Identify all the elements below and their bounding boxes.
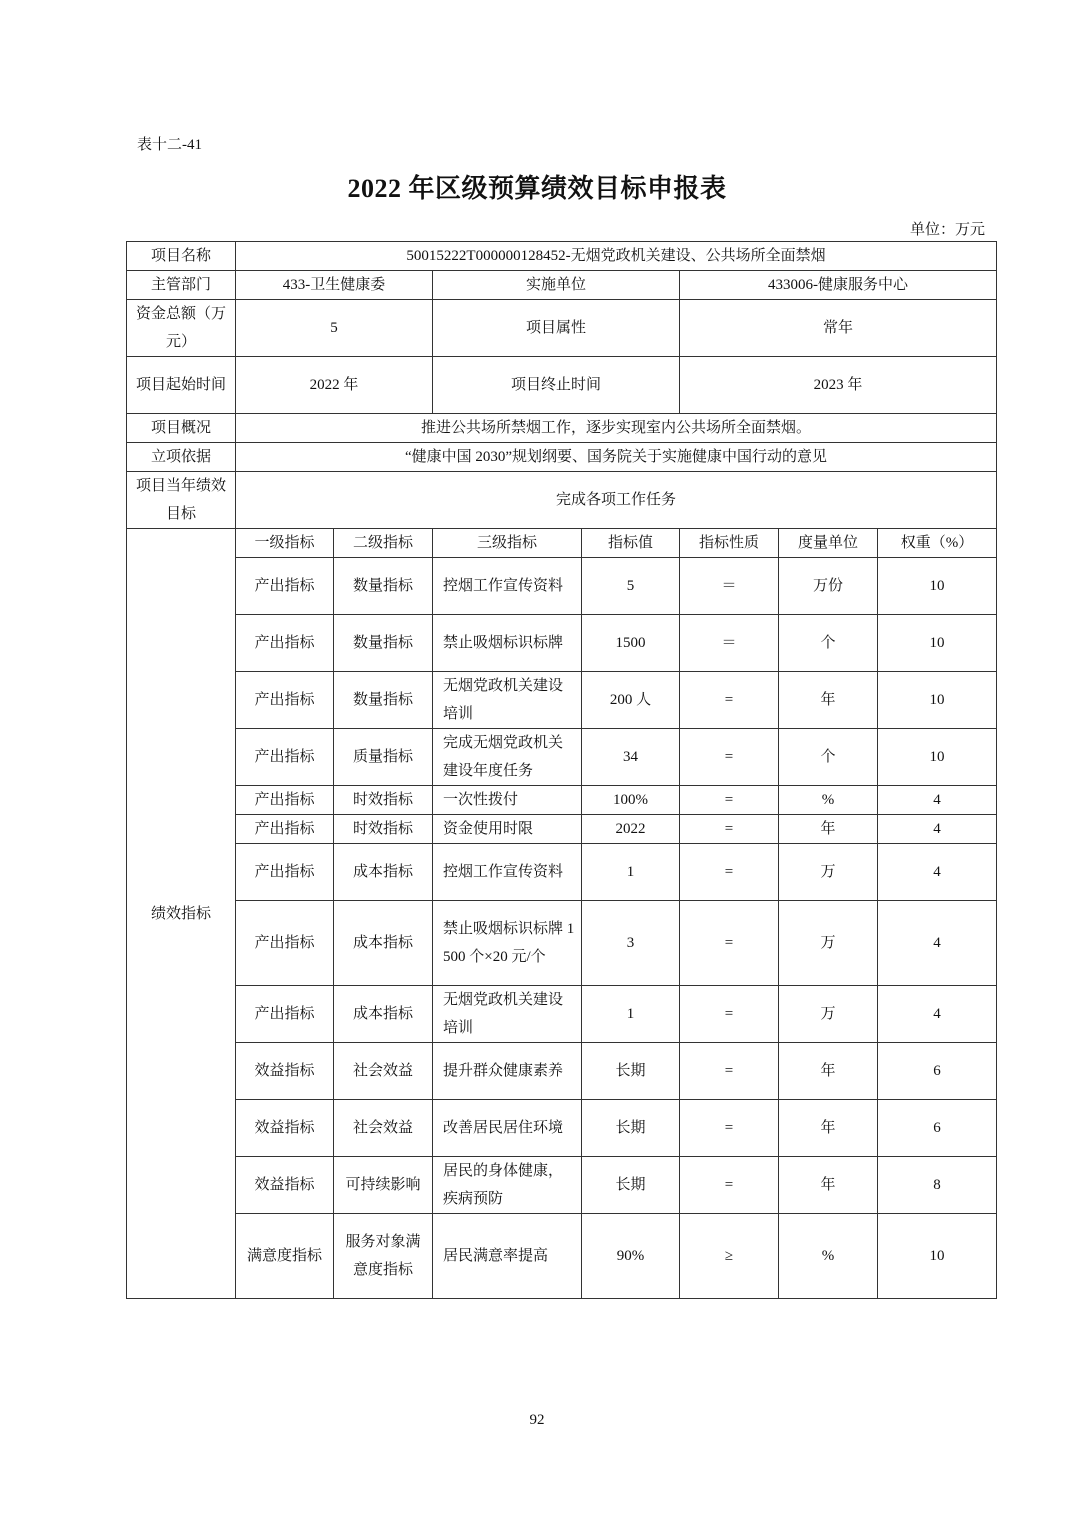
indicator-weight: 4 xyxy=(878,786,997,815)
indicator-level2: 数量指标 xyxy=(334,672,433,729)
indicator-nature: = xyxy=(680,844,779,901)
indicator-level1: 产出指标 xyxy=(236,844,334,901)
indicator-level3: 提升群众健康素养 xyxy=(433,1043,582,1100)
indicator-level3: 无烟党政机关建设培训 xyxy=(433,986,582,1043)
indicator-value: 90% xyxy=(582,1214,680,1299)
start-label: 项目起始时间 xyxy=(127,357,236,414)
basis-value: “健康中国 2030”规划纲要、国务院关于实施健康中国行动的意见 xyxy=(236,443,997,472)
indicator-section-label: 绩效指标 xyxy=(127,529,236,1299)
indicator-weight: 10 xyxy=(878,729,997,786)
table-number: 表十二-41 xyxy=(137,137,202,153)
indicator-level1: 效益指标 xyxy=(236,1100,334,1157)
indicator-unit: 万份 xyxy=(779,558,878,615)
indicator-weight: 10 xyxy=(878,1214,997,1299)
indicator-value: 100% xyxy=(582,786,680,815)
row-goal xyxy=(127,472,997,529)
start-value: 2022 年 xyxy=(236,357,433,414)
indicator-level3: 居民的身体健康，疾病预防 xyxy=(433,1157,582,1214)
indicator-weight: 4 xyxy=(878,986,997,1043)
indicator-level1: 产出指标 xyxy=(236,786,334,815)
funds-label: 资金总额（万元） xyxy=(127,300,236,357)
indicator-level2: 社会效益 xyxy=(334,1100,433,1157)
indicator-unit: % xyxy=(779,1214,878,1299)
indicator-nature: = xyxy=(680,1100,779,1157)
indicator-level1: 产出指标 xyxy=(236,901,334,986)
indicator-level1: 产出指标 xyxy=(236,672,334,729)
indicator-nature: = xyxy=(680,815,779,844)
indicator-row xyxy=(127,1100,997,1157)
col-header: 度量单位 xyxy=(779,529,878,558)
indicator-weight: 6 xyxy=(878,1100,997,1157)
indicator-level1: 产出指标 xyxy=(236,729,334,786)
col-header: 一级指标 xyxy=(236,529,334,558)
indicator-weight: 6 xyxy=(878,1043,997,1100)
indicator-level3: 居民满意率提高 xyxy=(433,1214,582,1299)
indicator-level2: 时效指标 xyxy=(334,786,433,815)
goal-value: 完成各项工作任务 xyxy=(236,472,997,529)
indicator-row xyxy=(127,1214,997,1299)
indicator-unit: 个 xyxy=(779,615,878,672)
indicator-value: 200 人 xyxy=(582,672,680,729)
page-number: 92 xyxy=(529,1412,545,1428)
project-name-label: 项目名称 xyxy=(127,242,236,271)
indicator-level3: 禁止吸烟标识标牌 1500 个×20 元/个 xyxy=(433,901,582,986)
page-title: 2022 年区级预算绩效目标申报表 xyxy=(347,174,727,203)
indicator-nature: = xyxy=(680,786,779,815)
indicator-row xyxy=(127,786,997,815)
indicator-weight: 4 xyxy=(878,844,997,901)
impl-value: 433006-健康服务中心 xyxy=(680,271,997,300)
indicator-weight: 10 xyxy=(878,615,997,672)
budget-performance-table xyxy=(126,241,997,1299)
col-header: 指标性质 xyxy=(680,529,779,558)
indicator-level2: 成本指标 xyxy=(334,986,433,1043)
project-name-value: 50015222T000000128452-无烟党政机关建设、公共场所全面禁烟 xyxy=(236,242,997,271)
indicator-unit: 年 xyxy=(779,1100,878,1157)
indicator-row xyxy=(127,558,997,615)
impl-label: 实施单位 xyxy=(433,271,680,300)
unit-note: 单位：万元 xyxy=(909,222,985,238)
col-header: 权重（%） xyxy=(878,529,997,558)
indicator-row xyxy=(127,672,997,729)
indicator-level2: 时效指标 xyxy=(334,815,433,844)
indicator-level1: 产出指标 xyxy=(236,615,334,672)
indicator-header-row xyxy=(127,529,997,558)
indicator-unit: 年 xyxy=(779,1157,878,1214)
indicator-level1: 满意度指标 xyxy=(236,1214,334,1299)
indicator-value: 3 xyxy=(582,901,680,986)
indicator-nature: = xyxy=(680,1043,779,1100)
indicator-value: 5 xyxy=(582,558,680,615)
indicator-unit: 年 xyxy=(779,672,878,729)
indicator-nature: = xyxy=(680,672,779,729)
col-header: 二级指标 xyxy=(334,529,433,558)
end-value: 2023 年 xyxy=(680,357,997,414)
indicator-level2: 质量指标 xyxy=(334,729,433,786)
indicator-value: 1500 xyxy=(582,615,680,672)
indicator-row xyxy=(127,729,997,786)
indicator-row xyxy=(127,844,997,901)
indicator-weight: 10 xyxy=(878,558,997,615)
goal-label: 项目当年绩效目标 xyxy=(127,472,236,529)
indicator-row xyxy=(127,615,997,672)
indicator-row xyxy=(127,1043,997,1100)
indicator-nature: = xyxy=(680,986,779,1043)
indicator-unit: 万 xyxy=(779,986,878,1043)
indicator-value: 2022 xyxy=(582,815,680,844)
row-basis xyxy=(127,443,997,472)
dept-label: 主管部门 xyxy=(127,271,236,300)
indicator-level1: 效益指标 xyxy=(236,1043,334,1100)
row-overview xyxy=(127,414,997,443)
indicator-unit: 万 xyxy=(779,901,878,986)
indicator-level1: 产出指标 xyxy=(236,986,334,1043)
indicator-nature: = xyxy=(680,901,779,986)
indicator-level3: 改善居民居住环境 xyxy=(433,1100,582,1157)
indicator-level1: 产出指标 xyxy=(236,815,334,844)
indicator-level3: 资金使用时限 xyxy=(433,815,582,844)
dept-value: 433-卫生健康委 xyxy=(236,271,433,300)
indicator-level2: 成本指标 xyxy=(334,844,433,901)
indicator-level2: 数量指标 xyxy=(334,558,433,615)
indicator-value: 34 xyxy=(582,729,680,786)
indicator-value: 长期 xyxy=(582,1043,680,1100)
indicator-row xyxy=(127,986,997,1043)
indicator-weight: 10 xyxy=(878,672,997,729)
indicator-value: 长期 xyxy=(582,1100,680,1157)
attr-value: 常年 xyxy=(680,300,997,357)
row-project-name xyxy=(127,242,997,271)
indicator-weight: 4 xyxy=(878,901,997,986)
indicator-row xyxy=(127,1157,997,1214)
end-label: 项目终止时间 xyxy=(433,357,680,414)
indicator-level2: 社会效益 xyxy=(334,1043,433,1100)
indicator-level3: 一次性拨付 xyxy=(433,786,582,815)
indicator-level2: 可持续影响 xyxy=(334,1157,433,1214)
indicator-weight: 4 xyxy=(878,815,997,844)
indicator-level1: 效益指标 xyxy=(236,1157,334,1214)
overview-value: 推进公共场所禁烟工作，逐步实现室内公共场所全面禁烟。 xyxy=(236,414,997,443)
indicator-value: 长期 xyxy=(582,1157,680,1214)
indicator-value: 1 xyxy=(582,844,680,901)
indicator-unit: 万 xyxy=(779,844,878,901)
col-header: 三级指标 xyxy=(433,529,582,558)
col-header: 指标值 xyxy=(582,529,680,558)
indicator-level1: 产出指标 xyxy=(236,558,334,615)
indicator-level2: 服务对象满意度指标 xyxy=(334,1214,433,1299)
row-period xyxy=(127,357,997,414)
indicator-unit: 个 xyxy=(779,729,878,786)
row-funds xyxy=(127,300,997,357)
indicator-value: 1 xyxy=(582,986,680,1043)
indicator-nature: ＝ xyxy=(680,615,779,672)
indicator-level2: 成本指标 xyxy=(334,901,433,986)
indicator-nature: ＝ xyxy=(680,558,779,615)
attr-label: 项目属性 xyxy=(433,300,680,357)
indicator-unit: 年 xyxy=(779,1043,878,1100)
indicator-nature: = xyxy=(680,1157,779,1214)
basis-label: 立项依据 xyxy=(127,443,236,472)
funds-value: 5 xyxy=(236,300,433,357)
indicator-level3: 控烟工作宣传资料 xyxy=(433,558,582,615)
indicator-level3: 禁止吸烟标识标牌 xyxy=(433,615,582,672)
row-department xyxy=(127,271,997,300)
indicator-nature: = xyxy=(680,729,779,786)
indicator-level3: 完成无烟党政机关建设年度任务 xyxy=(433,729,582,786)
indicator-unit: % xyxy=(779,786,878,815)
indicator-level3: 控烟工作宣传资料 xyxy=(433,844,582,901)
indicator-row xyxy=(127,901,997,986)
indicator-row xyxy=(127,815,997,844)
indicator-level3: 无烟党政机关建设培训 xyxy=(433,672,582,729)
indicator-level2: 数量指标 xyxy=(334,615,433,672)
indicator-unit: 年 xyxy=(779,815,878,844)
indicator-weight: 8 xyxy=(878,1157,997,1214)
overview-label: 项目概况 xyxy=(127,414,236,443)
indicator-nature: ≥ xyxy=(680,1214,779,1299)
